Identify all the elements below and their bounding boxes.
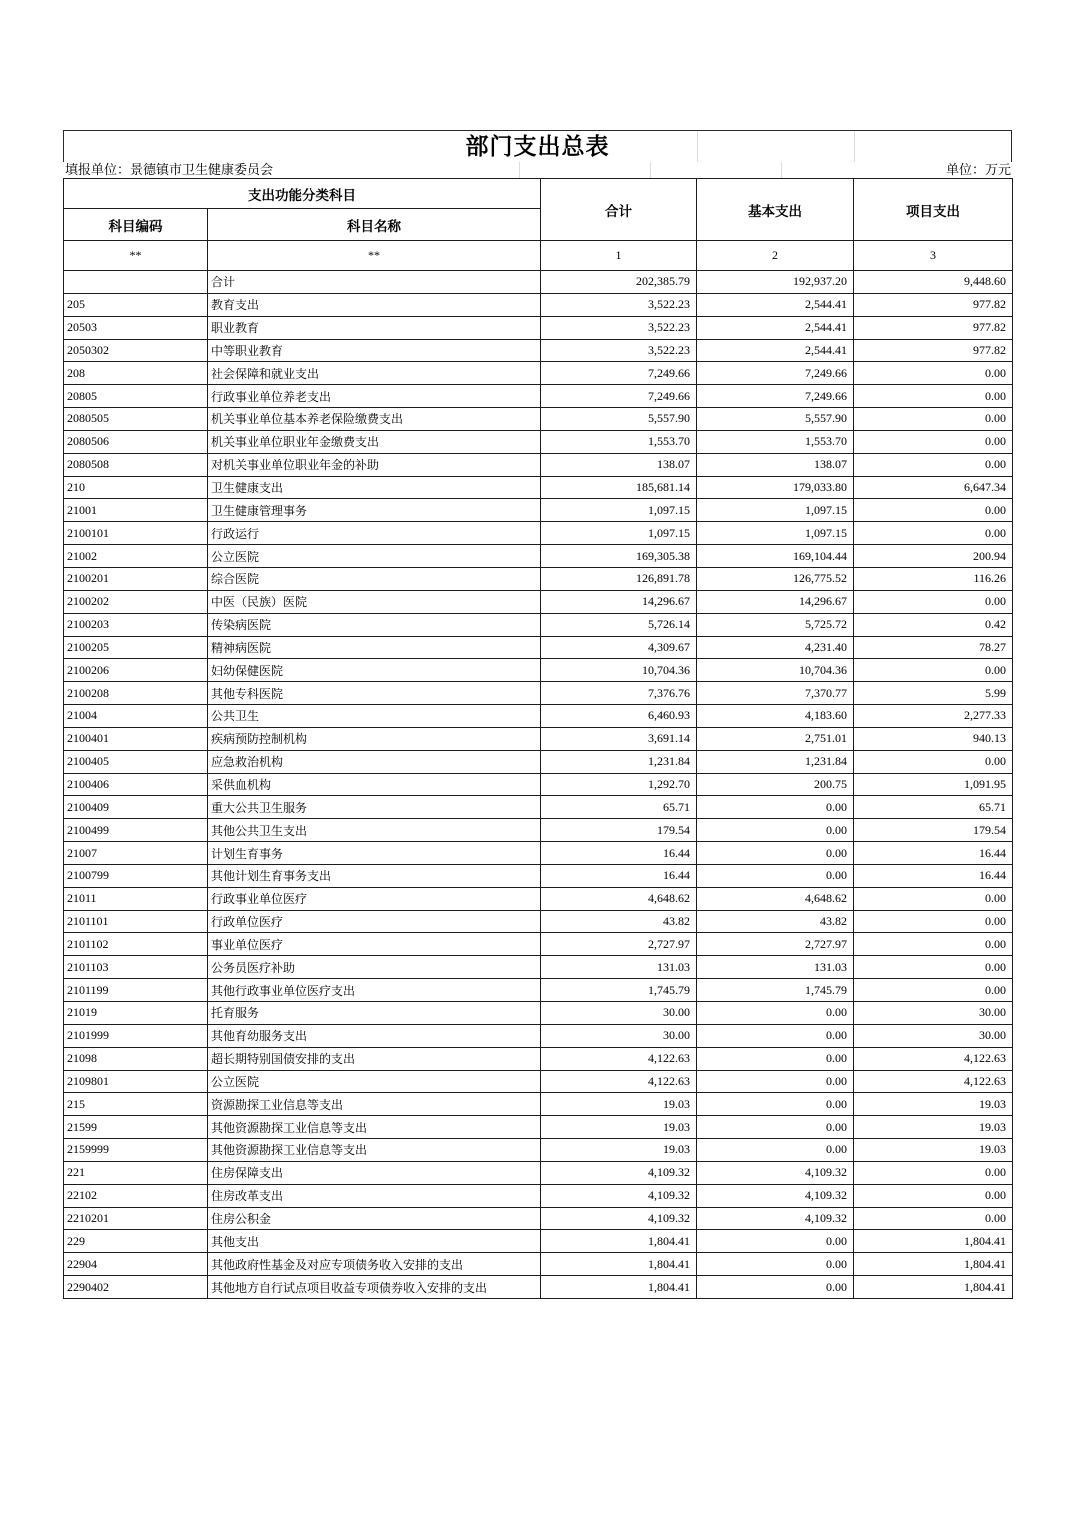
cell-basic-expenditure: 131.03 [697,956,854,979]
cell-subject-name: 公共卫生 [208,705,541,728]
cell-project-expenditure: 940.13 [854,727,1013,750]
cell-subject-code: 2210201 [64,1207,208,1230]
cell-basic-expenditure: 192,937.20 [697,271,854,294]
column-index-cell: 2 [697,241,854,271]
cell-subject-name: 卫生健康管理事务 [208,499,541,522]
table-row [64,1230,1013,1253]
cell-subject-name: 疾病预防控制机构 [208,727,541,750]
cell-subject-code: 2101101 [64,910,208,933]
cell-basic-expenditure: 169,104.44 [697,545,854,568]
cell-basic-expenditure: 126,775.52 [697,567,854,590]
cell-project-expenditure: 0.00 [854,385,1013,408]
cell-total: 4,109.32 [541,1207,697,1230]
cell-subject-name: 应急救治机构 [208,750,541,773]
table-row [64,1253,1013,1276]
table-row [64,453,1013,476]
cell-project-expenditure: 19.03 [854,1139,1013,1162]
cell-basic-expenditure: 0.00 [697,1024,854,1047]
reporting-unit-label: 填报单位：景德镇市卫生健康委员会 [65,162,274,177]
meta-row [63,162,1012,178]
cell-basic-expenditure: 1,553.70 [697,430,854,453]
cell-basic-expenditure: 2,544.41 [697,293,854,316]
table-row [64,567,1013,590]
cell-subject-code: 2290402 [64,1276,208,1299]
cell-project-expenditure: 16.44 [854,864,1013,887]
cell-total: 1,804.41 [541,1253,697,1276]
cell-subject-code: 20503 [64,316,208,339]
cell-subject-name: 其他公共卫生支出 [208,819,541,842]
cell-project-expenditure: 0.00 [854,590,1013,613]
cell-basic-expenditure: 0.00 [697,1047,854,1070]
cell-project-expenditure: 30.00 [854,1024,1013,1047]
cell-subject-code: 2080505 [64,408,208,431]
header-total: 合计 [541,179,697,241]
table-row [64,796,1013,819]
cell-project-expenditure: 9,448.60 [854,271,1013,294]
cell-subject-code: 2100799 [64,864,208,887]
cell-project-expenditure: 0.00 [854,979,1013,1002]
header-basic-expenditure: 基本支出 [697,179,854,241]
cell-basic-expenditure: 0.00 [697,864,854,887]
cell-total: 179.54 [541,819,697,842]
cell-total: 4,122.63 [541,1070,697,1093]
column-index-cell: 3 [854,241,1013,271]
cell-total: 4,309.67 [541,636,697,659]
cell-subject-name: 住房保障支出 [208,1161,541,1184]
cell-subject-name: 行政事业单位养老支出 [208,385,541,408]
cell-subject-name: 其他计划生育事务支出 [208,864,541,887]
cell-total: 7,249.66 [541,362,697,385]
cell-total: 1,097.15 [541,522,697,545]
cell-subject-name: 对机关事业单位职业年金的补助 [208,453,541,476]
cell-basic-expenditure: 43.82 [697,910,854,933]
cell-basic-expenditure: 0.00 [697,1230,854,1253]
column-index-cell: 1 [541,241,697,271]
cell-basic-expenditure: 4,231.40 [697,636,854,659]
star-cell: ** [208,241,541,271]
cell-total: 185,681.14 [541,476,697,499]
star-cell: ** [64,241,208,271]
cell-subject-name: 卫生健康支出 [208,476,541,499]
cell-basic-expenditure: 2,544.41 [697,316,854,339]
cell-subject-code: 22904 [64,1253,208,1276]
cell-subject-code: 2100406 [64,773,208,796]
cell-subject-code: 21098 [64,1047,208,1070]
cell-basic-expenditure: 10,704.36 [697,659,854,682]
cell-subject-name: 其他行政事业单位医疗支出 [208,979,541,1002]
cell-total: 19.03 [541,1093,697,1116]
table-row [64,659,1013,682]
cell-basic-expenditure: 0.00 [697,819,854,842]
table-row [64,1276,1013,1299]
cell-total: 5,726.14 [541,613,697,636]
cell-basic-expenditure: 0.00 [697,1002,854,1025]
header-project-expenditure: 项目支出 [854,179,1013,241]
cell-total: 1,097.15 [541,499,697,522]
cell-subject-name: 机关事业单位职业年金缴费支出 [208,430,541,453]
cell-subject-name: 其他资源勘探工业信息等支出 [208,1139,541,1162]
cell-project-expenditure: 65.71 [854,796,1013,819]
cell-total: 4,648.62 [541,887,697,910]
cell-subject-code: 2100401 [64,727,208,750]
cell-subject-code [64,271,208,294]
cell-project-expenditure: 200.94 [854,545,1013,568]
cell-subject-code: 2080508 [64,453,208,476]
table-row [64,408,1013,431]
cell-subject-name: 传染病医院 [208,613,541,636]
cell-subject-code: 221 [64,1161,208,1184]
cell-subject-name: 采供血机构 [208,773,541,796]
table-row [64,887,1013,910]
cell-basic-expenditure: 4,109.32 [697,1207,854,1230]
cell-total: 1,745.79 [541,979,697,1002]
header-subject-code: 科目编码 [64,209,208,241]
table-row [64,727,1013,750]
header-function-classification: 支出功能分类科目 [64,179,541,209]
cell-subject-name: 其他支出 [208,1230,541,1253]
cell-total: 19.03 [541,1139,697,1162]
cell-project-expenditure: 4,122.63 [854,1047,1013,1070]
cell-project-expenditure: 30.00 [854,1002,1013,1025]
table-row [64,499,1013,522]
cell-subject-code: 215 [64,1093,208,1116]
column-index-row [64,241,1013,271]
cell-total: 5,557.90 [541,408,697,431]
cell-total: 202,385.79 [541,271,697,294]
cell-subject-name: 住房公积金 [208,1207,541,1230]
cell-total: 6,460.93 [541,705,697,728]
cell-basic-expenditure: 0.00 [697,1116,854,1139]
cell-total: 7,249.66 [541,385,697,408]
table-row [64,362,1013,385]
table-row [64,522,1013,545]
cell-subject-code: 229 [64,1230,208,1253]
cell-project-expenditure: 0.00 [854,1207,1013,1230]
table-row [64,1184,1013,1207]
spreadsheet-gridline [781,162,782,178]
cell-basic-expenditure: 0.00 [697,1093,854,1116]
cell-basic-expenditure: 1,097.15 [697,499,854,522]
header-subject-name: 科目名称 [208,209,541,241]
cell-subject-code: 2050302 [64,339,208,362]
cell-subject-name: 托育服务 [208,1002,541,1025]
cell-total: 16.44 [541,864,697,887]
cell-basic-expenditure: 138.07 [697,453,854,476]
cell-project-expenditure: 16.44 [854,842,1013,865]
table-row [64,430,1013,453]
cell-basic-expenditure: 14,296.67 [697,590,854,613]
table-row [64,545,1013,568]
cell-total: 10,704.36 [541,659,697,682]
cell-subject-name: 其他地方自行试点项目收益专项债券收入安排的支出 [208,1276,541,1299]
cell-total: 131.03 [541,956,697,979]
cell-basic-expenditure: 2,727.97 [697,933,854,956]
cell-total: 3,691.14 [541,727,697,750]
cell-project-expenditure: 0.00 [854,956,1013,979]
cell-subject-name: 其他政府性基金及对应专项债务收入安排的支出 [208,1253,541,1276]
cell-subject-name: 中等职业教育 [208,339,541,362]
cell-basic-expenditure: 179,033.80 [697,476,854,499]
table-row [64,705,1013,728]
cell-subject-name: 教育支出 [208,293,541,316]
cell-project-expenditure: 1,091.95 [854,773,1013,796]
cell-project-expenditure: 0.00 [854,887,1013,910]
cell-subject-name: 其他专科医院 [208,682,541,705]
table-row [64,842,1013,865]
cell-basic-expenditure: 5,725.72 [697,613,854,636]
cell-subject-name: 事业单位医疗 [208,933,541,956]
cell-total: 3,522.23 [541,293,697,316]
unit-label: 单位：万元 [945,162,1011,177]
cell-subject-name: 住房改革支出 [208,1184,541,1207]
cell-project-expenditure: 0.42 [854,613,1013,636]
table-row [64,933,1013,956]
spreadsheet-gridline [519,162,520,178]
cell-total: 65.71 [541,796,697,819]
spreadsheet-gridline [697,131,698,162]
cell-subject-name: 公立医院 [208,1070,541,1093]
table-row [64,1207,1013,1230]
cell-subject-code: 2100208 [64,682,208,705]
cell-basic-expenditure: 1,097.15 [697,522,854,545]
cell-basic-expenditure: 0.00 [697,1070,854,1093]
cell-subject-code: 2100205 [64,636,208,659]
spreadsheet-gridline [650,162,651,178]
cell-subject-code: 2100201 [64,567,208,590]
cell-project-expenditure: 78.27 [854,636,1013,659]
cell-basic-expenditure: 0.00 [697,796,854,819]
cell-subject-name: 行政事业单位医疗 [208,887,541,910]
cell-subject-code: 2101102 [64,933,208,956]
cell-project-expenditure: 977.82 [854,293,1013,316]
table-row [64,1002,1013,1025]
cell-subject-name: 中医（民族）医院 [208,590,541,613]
table-row [64,636,1013,659]
cell-total: 30.00 [541,1002,697,1025]
cell-total: 30.00 [541,1024,697,1047]
cell-total: 14,296.67 [541,590,697,613]
cell-subject-name: 妇幼保健医院 [208,659,541,682]
cell-total: 3,522.23 [541,339,697,362]
cell-subject-name: 公务员医疗补助 [208,956,541,979]
cell-project-expenditure: 19.03 [854,1116,1013,1139]
table-row [64,819,1013,842]
table-row [64,385,1013,408]
cell-total: 4,109.32 [541,1184,697,1207]
table-row [64,1093,1013,1116]
cell-subject-code: 208 [64,362,208,385]
cell-project-expenditure: 0.00 [854,1184,1013,1207]
cell-project-expenditure: 4,122.63 [854,1070,1013,1093]
cell-basic-expenditure: 0.00 [697,1253,854,1276]
cell-total: 126,891.78 [541,567,697,590]
report-title-block [63,130,1012,162]
cell-subject-name: 职业教育 [208,316,541,339]
table-row [64,773,1013,796]
cell-subject-name: 行政单位医疗 [208,910,541,933]
cell-subject-code: 2101999 [64,1024,208,1047]
cell-project-expenditure: 2,277.33 [854,705,1013,728]
table-row [64,590,1013,613]
cell-total: 43.82 [541,910,697,933]
cell-project-expenditure: 5.99 [854,682,1013,705]
cell-basic-expenditure: 0.00 [697,1139,854,1162]
cell-project-expenditure: 0.00 [854,430,1013,453]
cell-total: 1,804.41 [541,1230,697,1253]
cell-subject-code: 2100203 [64,613,208,636]
cell-total: 1,231.84 [541,750,697,773]
table-row [64,979,1013,1002]
cell-subject-code: 21007 [64,842,208,865]
cell-basic-expenditure: 4,648.62 [697,887,854,910]
cell-project-expenditure: 116.26 [854,567,1013,590]
table-row [64,613,1013,636]
cell-subject-code: 2100405 [64,750,208,773]
table-row [64,910,1013,933]
cell-subject-name: 资源勘探工业信息等支出 [208,1093,541,1116]
cell-basic-expenditure: 0.00 [697,842,854,865]
cell-project-expenditure: 1,804.41 [854,1230,1013,1253]
table-header [64,179,1013,271]
header-row-group [64,179,1013,209]
cell-subject-name: 重大公共卫生服务 [208,796,541,819]
cell-subject-name: 综合医院 [208,567,541,590]
cell-basic-expenditure: 1,745.79 [697,979,854,1002]
cell-project-expenditure: 0.00 [854,499,1013,522]
table-row [64,1047,1013,1070]
table-row [64,339,1013,362]
cell-subject-code: 2109801 [64,1070,208,1093]
table-row [64,1116,1013,1139]
cell-subject-code: 2100202 [64,590,208,613]
table-row [64,316,1013,339]
cell-basic-expenditure: 2,544.41 [697,339,854,362]
cell-subject-name: 公立医院 [208,545,541,568]
cell-basic-expenditure: 4,183.60 [697,705,854,728]
table-row [64,1024,1013,1047]
cell-basic-expenditure: 7,249.66 [697,362,854,385]
table-row [64,750,1013,773]
table-body [64,271,1013,1299]
cell-project-expenditure: 0.00 [854,1161,1013,1184]
cell-project-expenditure: 0.00 [854,408,1013,431]
cell-subject-code: 2159999 [64,1139,208,1162]
cell-subject-code: 21011 [64,887,208,910]
cell-project-expenditure: 19.03 [854,1093,1013,1116]
cell-subject-name: 机关事业单位基本养老保险缴费支出 [208,408,541,431]
spreadsheet-gridline [854,131,855,162]
cell-subject-code: 2100206 [64,659,208,682]
cell-total: 169,305.38 [541,545,697,568]
cell-basic-expenditure: 0.00 [697,1276,854,1299]
cell-total: 4,109.32 [541,1161,697,1184]
cell-project-expenditure: 0.00 [854,659,1013,682]
cell-basic-expenditure: 7,249.66 [697,385,854,408]
table-row [64,956,1013,979]
cell-project-expenditure: 6,647.34 [854,476,1013,499]
table-row [64,1139,1013,1162]
cell-subject-code: 2080506 [64,430,208,453]
page-title: 部门支出总表 [465,134,610,159]
cell-subject-code: 210 [64,476,208,499]
cell-project-expenditure: 1,804.41 [854,1253,1013,1276]
cell-subject-code: 205 [64,293,208,316]
cell-project-expenditure: 0.00 [854,522,1013,545]
table-row [64,476,1013,499]
table-row [64,864,1013,887]
cell-total: 138.07 [541,453,697,476]
cell-subject-name: 其他资源勘探工业信息等支出 [208,1116,541,1139]
cell-project-expenditure: 0.00 [854,453,1013,476]
cell-basic-expenditure: 2,751.01 [697,727,854,750]
cell-subject-code: 21001 [64,499,208,522]
cell-subject-code: 21019 [64,1002,208,1025]
cell-total: 7,376.76 [541,682,697,705]
cell-subject-name: 社会保障和就业支出 [208,362,541,385]
cell-subject-code: 20805 [64,385,208,408]
table-row [64,1161,1013,1184]
cell-basic-expenditure: 1,231.84 [697,750,854,773]
cell-total: 19.03 [541,1116,697,1139]
cell-subject-code: 2100101 [64,522,208,545]
cell-total: 16.44 [541,842,697,865]
cell-basic-expenditure: 4,109.32 [697,1161,854,1184]
cell-total: 1,292.70 [541,773,697,796]
cell-subject-name: 合计 [208,271,541,294]
cell-total: 2,727.97 [541,933,697,956]
cell-subject-code: 2101199 [64,979,208,1002]
table-row [64,1070,1013,1093]
cell-subject-code: 2101103 [64,956,208,979]
cell-subject-code: 21004 [64,705,208,728]
cell-subject-code: 21002 [64,545,208,568]
cell-subject-code: 22102 [64,1184,208,1207]
cell-total: 3,522.23 [541,316,697,339]
cell-project-expenditure: 0.00 [854,362,1013,385]
cell-project-expenditure: 0.00 [854,750,1013,773]
table-row [64,682,1013,705]
cell-project-expenditure: 977.82 [854,339,1013,362]
cell-project-expenditure: 1,804.41 [854,1276,1013,1299]
table-row [64,271,1013,294]
cell-project-expenditure: 977.82 [854,316,1013,339]
cell-total: 4,122.63 [541,1047,697,1070]
cell-basic-expenditure: 7,370.77 [697,682,854,705]
cell-total: 1,553.70 [541,430,697,453]
cell-project-expenditure: 0.00 [854,933,1013,956]
cell-subject-name: 行政运行 [208,522,541,545]
expenditure-table [63,178,1013,1299]
cell-subject-name: 超长期特别国债安排的支出 [208,1047,541,1070]
cell-total: 1,804.41 [541,1276,697,1299]
cell-basic-expenditure: 200.75 [697,773,854,796]
table-row [64,293,1013,316]
cell-subject-code: 2100409 [64,796,208,819]
cell-project-expenditure: 0.00 [854,910,1013,933]
cell-subject-code: 21599 [64,1116,208,1139]
cell-basic-expenditure: 5,557.90 [697,408,854,431]
cell-subject-code: 2100499 [64,819,208,842]
cell-subject-name: 精神病医院 [208,636,541,659]
cell-subject-name: 其他育幼服务支出 [208,1024,541,1047]
cell-subject-name: 计划生育事务 [208,842,541,865]
cell-basic-expenditure: 4,109.32 [697,1184,854,1207]
cell-project-expenditure: 179.54 [854,819,1013,842]
